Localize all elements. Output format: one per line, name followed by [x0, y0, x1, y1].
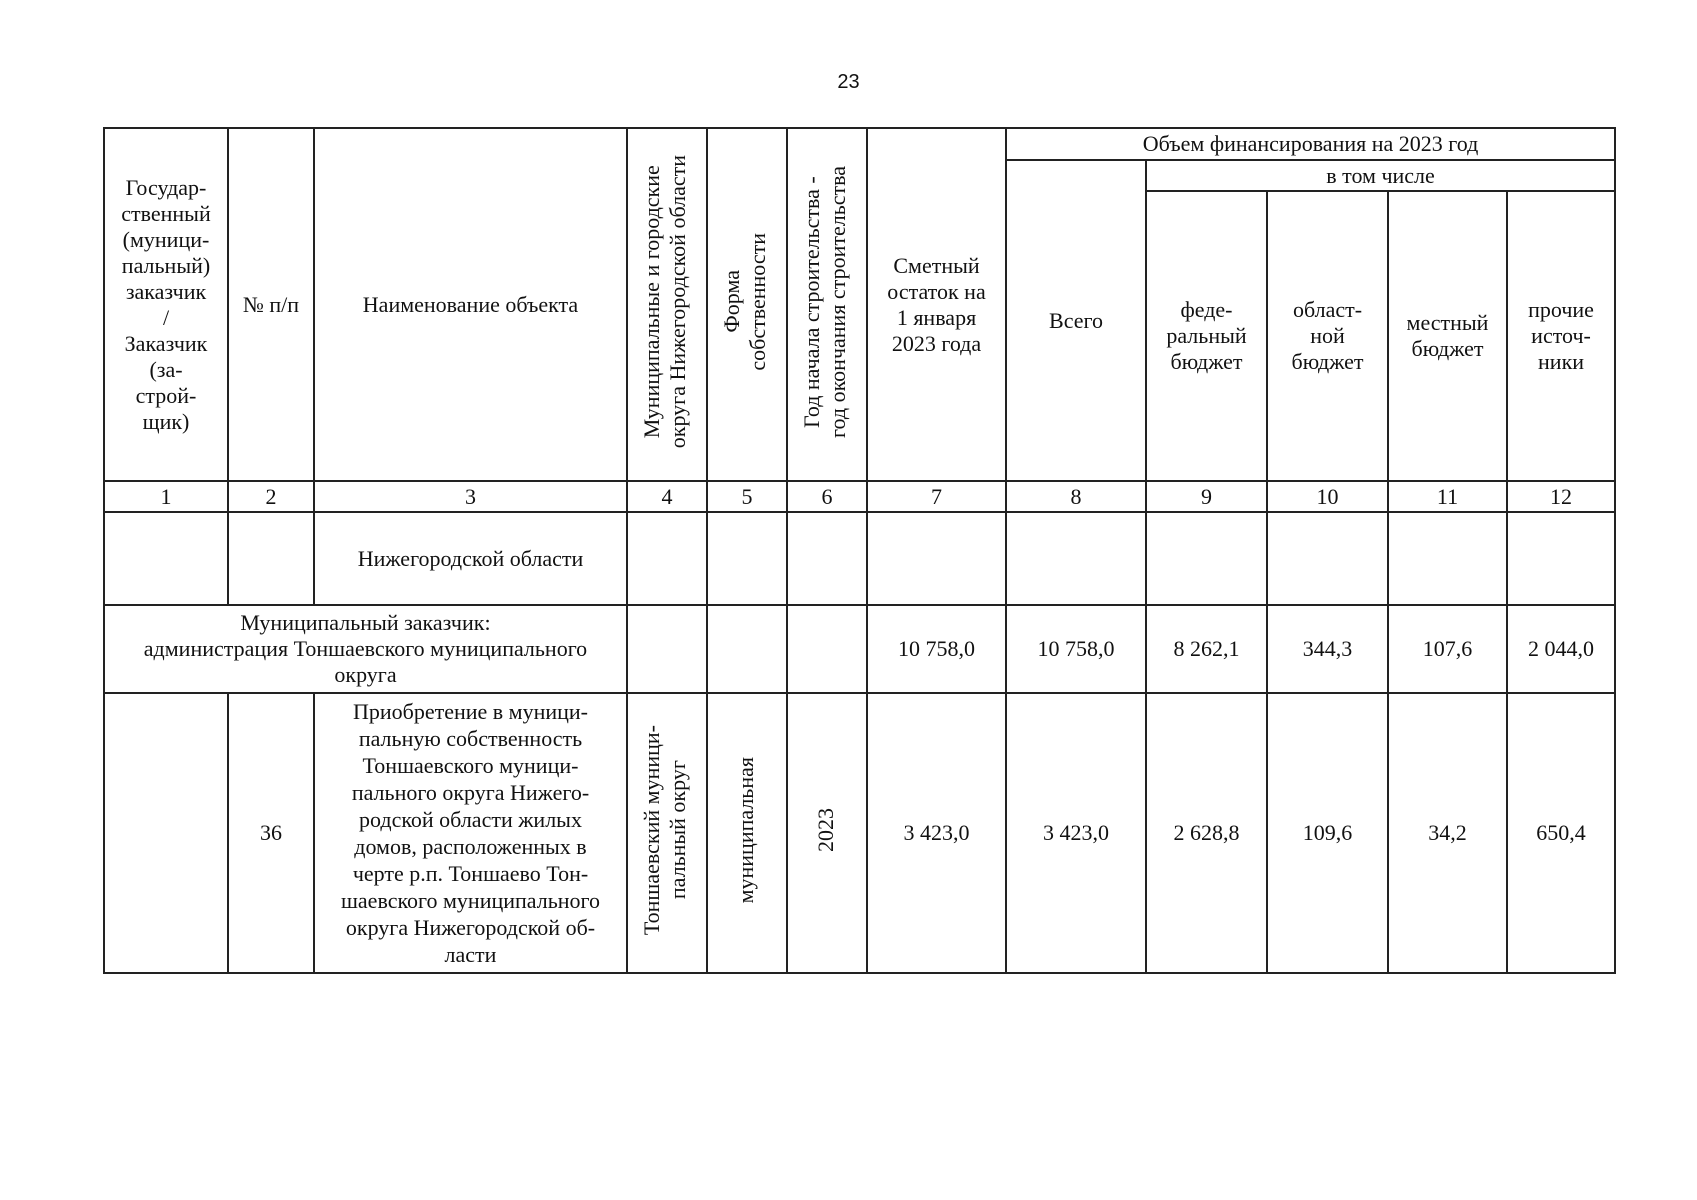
column-number: 4 [627, 481, 707, 512]
item-estimate: 3 423,0 [867, 693, 1006, 973]
header-years: Год начала строительства - год окончания строительства [787, 128, 867, 481]
item-federal: 2 628,8 [1146, 693, 1267, 973]
column-number: 3 [314, 481, 627, 512]
continuation-object-name: Нижегородской области [314, 512, 627, 605]
empty-cell [787, 605, 867, 693]
customer-row [104, 605, 1615, 693]
empty-cell [707, 512, 787, 605]
column-number: 9 [1146, 481, 1267, 512]
item-ownership: муниципальная [707, 693, 787, 973]
empty-cell [627, 605, 707, 693]
customer-federal: 8 262,1 [1146, 605, 1267, 693]
empty-cell [1006, 512, 1146, 605]
empty-cell [787, 512, 867, 605]
column-number: 6 [787, 481, 867, 512]
column-number: 7 [867, 481, 1006, 512]
column-number: 8 [1006, 481, 1146, 512]
empty-cell [1146, 512, 1267, 605]
item-row [104, 693, 1615, 973]
item-total: 3 423,0 [1006, 693, 1146, 973]
column-number: 11 [1388, 481, 1507, 512]
header-number: № п/п [228, 128, 314, 481]
column-number: 12 [1507, 481, 1615, 512]
column-number-row [104, 481, 1615, 512]
empty-cell [104, 693, 228, 973]
header-customer: Государ- ственный (муници- пальный) заказчик / Заказчик (за- строй- щик) [104, 128, 228, 481]
header-estimate: Сметный остаток на 1 января 2023 года [867, 128, 1006, 481]
header-regional: област- ной бюджет [1267, 191, 1388, 481]
empty-cell [1267, 512, 1388, 605]
header-object-name: Наименование объекта [314, 128, 627, 481]
header-local: местный бюджет [1388, 191, 1507, 481]
item-name: Приобретение в муници- пальную собственность Тоншаевского муници- пального округа Нижего- родской области жилых домов, расположенных в черте р.п. Тоншаево Тон- шаевского муниципального округа Нижегородской об- ласти [314, 693, 627, 973]
item-district: Тоншаевский муници- пальный округ [627, 693, 707, 973]
column-number: 10 [1267, 481, 1388, 512]
customer-total: 10 758,0 [1006, 605, 1146, 693]
empty-cell [867, 512, 1006, 605]
empty-cell [104, 512, 228, 605]
page-number: 23 [837, 71, 860, 93]
empty-cell [1507, 512, 1615, 605]
financing-table [103, 127, 1616, 974]
customer-local: 107,6 [1388, 605, 1507, 693]
item-local: 34,2 [1388, 693, 1507, 973]
empty-cell [228, 512, 314, 605]
item-regional: 109,6 [1267, 693, 1388, 973]
empty-cell [707, 605, 787, 693]
header-federal: феде- ральный бюджет [1146, 191, 1267, 481]
item-other: 650,4 [1507, 693, 1615, 973]
continuation-row [104, 512, 1615, 605]
header-financing-group: Объем финансирования на 2023 год [1006, 128, 1615, 160]
column-number: 2 [228, 481, 314, 512]
customer-estimate: 10 758,0 [867, 605, 1006, 693]
empty-cell [1388, 512, 1507, 605]
customer-other: 2 044,0 [1507, 605, 1615, 693]
item-number: 36 [228, 693, 314, 973]
header-other: прочие источ- ники [1507, 191, 1615, 481]
header-ownership: Форма собственности [707, 128, 787, 481]
customer-label: Муниципальный заказчик: администрация Тоншаевского муниципального округа [104, 605, 627, 693]
header-total: Всего [1006, 160, 1146, 481]
header-district: Муниципальные и городские округа Нижегородской области [627, 128, 707, 481]
column-number: 5 [707, 481, 787, 512]
item-years: 2023 [787, 693, 867, 973]
header-row-1 [104, 128, 1615, 160]
empty-cell [627, 512, 707, 605]
column-number: 1 [104, 481, 228, 512]
header-including: в том числе [1146, 160, 1615, 191]
customer-regional: 344,3 [1267, 605, 1388, 693]
